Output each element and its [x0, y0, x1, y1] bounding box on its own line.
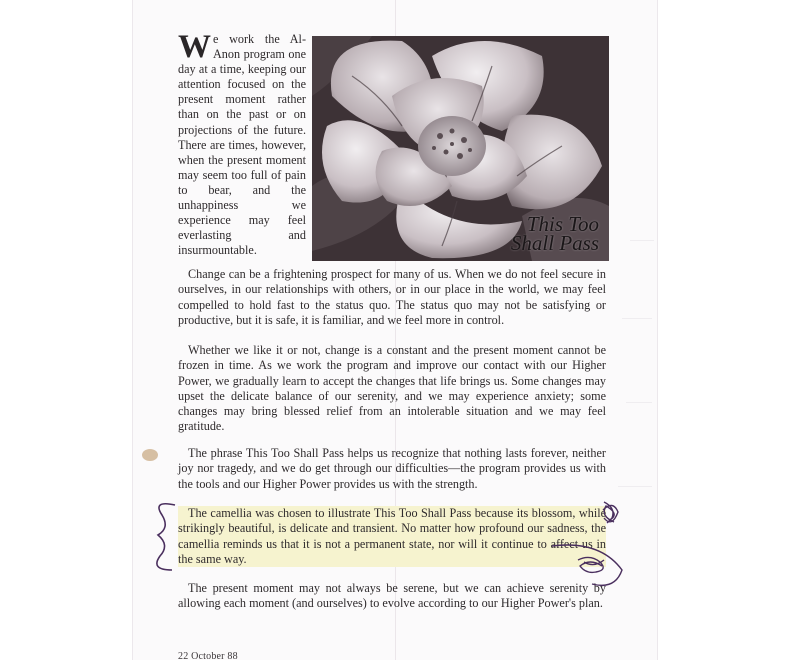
paragraph-serenity: The present moment may not always be serene, but we can achieve serenity by allowing each moment (and ourselves) to evolve according to our Higher Power's plan. — [178, 581, 606, 611]
camellia-photo — [312, 36, 609, 261]
intro-text: e work the Al-Anon program one day at a time, keeping our attention focused on the present moment rather than on the past or on projections of the future. There are times, however, when the present moment may seem too full of pain to bear, and the unhappiness we experience may feel everlasting and insurmountable. — [178, 32, 306, 258]
paragraph-change: Change can be a frightening prospect for many of us. When we do not feel secure in ourselves, in our relationships with others, or in our place in the world, we may feel compelled to hold fast to the status quo. The status quo may not be satisfying or productive, but it is safe, it is familiar, and we feel more in control. — [178, 267, 606, 327]
paragraph-camellia: The camellia was chosen to illustrate This Too Shall Pass because its blossom, while strikingly beautiful, is delicate and transient. No matter how profound our sadness, the camellia reminds us that it is not a permanent state, nor will it continue to affect us in the same way. — [178, 506, 606, 566]
page-footer: 22 October 88 — [178, 651, 238, 662]
photo-caption — [510, 212, 599, 255]
drop-cap: W — [178, 29, 211, 65]
caption-line-1: This Too — [526, 212, 599, 236]
paragraph-constant: Whether we like it or not, change is a constant and the present moment cannot be frozen in time. As we work the program and improve our contact with our Higher Power, we gradually learn to accept the changes that life brings us. Some changes may upset the delicate balance of our serenity, and we may experience anxiety; some changes may bring blessed relief from an intolerable situation and we may feel gratitude. — [178, 343, 606, 434]
intro-paragraph — [178, 29, 306, 258]
caption-line-2: Shall Pass — [510, 231, 599, 255]
paragraph-phrase: The phrase This Too Shall Pass helps us recognize that nothing lasts forever, neither joy nor tragedy, and we do get through our difficulties—the program provides us with the tools and our Higher Power provides us with the strength. — [178, 446, 606, 491]
